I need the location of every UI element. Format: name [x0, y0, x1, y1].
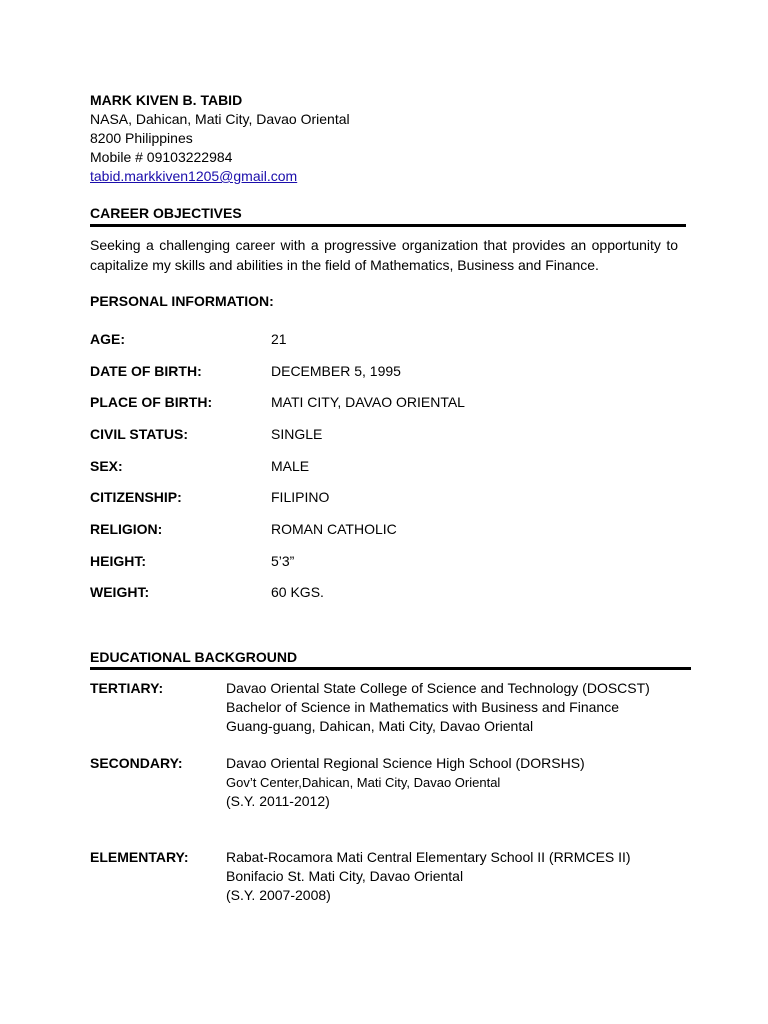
career-divider — [90, 224, 686, 227]
civil-status-label: CIVIL STATUS: — [90, 426, 188, 442]
weight-value: 60 KGS. — [271, 584, 324, 600]
applicant-name: MARK KIVEN B. TABID — [90, 92, 243, 108]
tertiary-address: Guang-guang, Dahican, Mati City, Davao Oriental — [226, 718, 534, 734]
sex-label: SEX: — [90, 458, 123, 474]
educational-background-heading: EDUCATIONAL BACKGROUND — [90, 649, 298, 665]
secondary-label: SECONDARY: — [90, 755, 183, 771]
sex-value: MALE — [271, 458, 310, 474]
tertiary-school: Davao Oriental State College of Science and Technology (DOSCST) — [226, 680, 650, 696]
address-line-2: 8200 Philippines — [90, 130, 193, 146]
age-value: 21 — [271, 331, 287, 347]
secondary-school: Davao Oriental Regional Science High School (DORSHS) — [226, 755, 585, 771]
education-divider — [90, 667, 691, 670]
mobile-number: Mobile # 09103222984 — [90, 149, 233, 165]
religion-value: ROMAN CATHOLIC — [271, 521, 397, 537]
elementary-school-year: (S.Y. 2007-2008) — [226, 887, 331, 903]
career-objectives-text: Seeking a challenging career with a progressive organization that provides an opportunity to capitalize my skills and abilities in the field of Mathematics, Business and Finance. — [90, 237, 678, 273]
tertiary-label: TERTIARY: — [90, 680, 164, 696]
elementary-school: Rabat-Rocamora Mati Central Elementary School II (RRMCES II) — [226, 849, 631, 865]
age-label: AGE: — [90, 331, 125, 347]
civil-status-value: SINGLE — [271, 426, 323, 442]
career-objectives-heading: CAREER OBJECTIVES — [90, 205, 242, 221]
religion-label: RELIGION: — [90, 521, 163, 537]
elementary-address: Bonifacio St. Mati City, Davao Oriental — [226, 868, 464, 884]
place-of-birth-value: MATI CITY, DAVAO ORIENTAL — [271, 394, 465, 410]
height-label: HEIGHT: — [90, 553, 146, 569]
citizenship-label: CITIZENSHIP: — [90, 489, 182, 505]
tertiary-degree: Bachelor of Science in Mathematics with Business and Finance — [226, 699, 619, 715]
date-of-birth-value: DECEMBER 5, 1995 — [271, 363, 401, 379]
weight-label: WEIGHT: — [90, 584, 150, 600]
place-of-birth-label: PLACE OF BIRTH: — [90, 394, 213, 410]
secondary-school-year: (S.Y. 2011-2012) — [226, 793, 330, 809]
elementary-label: ELEMENTARY: — [90, 849, 189, 865]
citizenship-value: FILIPINO — [271, 489, 330, 505]
personal-information-heading: PERSONAL INFORMATION: — [90, 293, 274, 309]
date-of-birth-label: DATE OF BIRTH: — [90, 363, 202, 379]
address-line-1: NASA, Dahican, Mati City, Davao Oriental — [90, 111, 350, 127]
email-link[interactable]: tabid.markkiven1205@gmail.com — [90, 168, 298, 184]
height-value: 5’3” — [271, 553, 295, 569]
secondary-address: Gov’t Center,Dahican, Mati City, Davao Oriental — [226, 775, 501, 790]
